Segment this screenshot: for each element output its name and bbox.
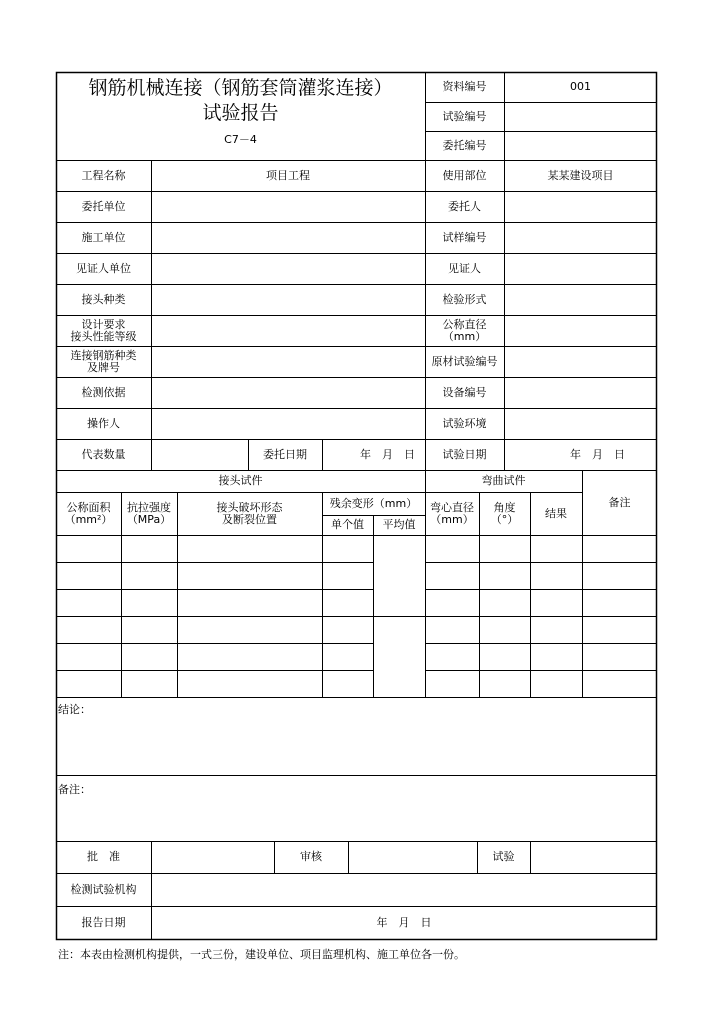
report-date-value[interactable]: 年 月 日 — [376, 915, 432, 929]
test-no-label: 试验编号 — [442, 109, 487, 123]
approve-label: 批 准 — [87, 850, 120, 863]
witness-value[interactable] — [504, 253, 657, 284]
witness-label: 见证人 — [448, 261, 481, 275]
joint-type-value[interactable] — [151, 284, 425, 315]
witness-unit-value[interactable] — [151, 253, 425, 284]
report-title-line2: 试验报告 — [202, 102, 279, 124]
equipment-no-label: 设备编号 — [442, 385, 487, 399]
use-location-label: 使用部位 — [442, 168, 487, 182]
bend-specimen-header: 弯曲试件 — [481, 474, 526, 487]
form-code: C7－4 — [224, 133, 257, 146]
equipment-no-value[interactable] — [504, 377, 657, 408]
joint-specimen-header: 接头试件 — [218, 474, 263, 487]
rebar-type-value[interactable] — [151, 346, 425, 377]
construction-unit-value[interactable] — [151, 222, 425, 253]
report-date-label: 报告日期 — [81, 915, 126, 929]
test-signature-field[interactable] — [530, 841, 657, 873]
remarks-label: 备注： — [58, 783, 91, 796]
result-header: 结果 — [545, 506, 567, 520]
approve-signature-field[interactable] — [151, 841, 274, 873]
construction-unit-label: 施工单位 — [81, 230, 126, 244]
client-person-label: 委托人 — [448, 199, 481, 213]
witness-unit-label: 见证人单位 — [76, 261, 131, 275]
test-basis-value[interactable] — [151, 377, 425, 408]
use-location-value[interactable]: 某某建设项目 — [547, 168, 614, 182]
design-grade-label: 设计要求 接头性能等级 — [70, 317, 137, 343]
tensile-strength-header: 抗拉强度 （MPa） — [126, 500, 172, 526]
nominal-diameter-value[interactable] — [504, 315, 657, 346]
sample-no-value[interactable] — [504, 222, 657, 253]
client-person-value[interactable] — [504, 191, 657, 222]
sample-no-label: 试样编号 — [442, 230, 487, 244]
operator-value[interactable] — [151, 408, 425, 439]
footnote: 注：本表由检测机构提供，一式三份，建设单位、项目监理机构、施工单位各一份。 — [58, 948, 465, 961]
test-form-value[interactable] — [504, 284, 657, 315]
remarks-column-header: 备注 — [608, 495, 631, 509]
test-date-value[interactable]: 年 月 日 — [570, 447, 625, 461]
nominal-diameter-label: 公称直径 （mm） — [442, 317, 487, 343]
bend-diameter-header: 弯心直径 （mm） — [430, 500, 474, 526]
review-label: 审核 — [300, 850, 322, 863]
entrust-no-value[interactable] — [504, 131, 657, 160]
operator-label: 操作人 — [87, 416, 120, 430]
raw-test-no-label: 原材试验编号 — [431, 354, 498, 368]
test-env-value[interactable] — [504, 408, 657, 439]
entrust-no-label: 委托编号 — [442, 138, 487, 152]
test-env-label: 试验环境 — [442, 416, 487, 430]
data-no-value[interactable]: 001 — [570, 80, 591, 93]
conclusion-label: 结论： — [58, 703, 91, 716]
test-label: 试验 — [492, 850, 515, 863]
data-no-label: 资料编号 — [442, 80, 487, 93]
residual-deformation-header: 残余变形（mm） — [329, 496, 418, 510]
raw-test-no-value[interactable] — [504, 346, 657, 377]
client-unit-value[interactable] — [151, 191, 425, 222]
report-title-line1: 钢筋机械连接（钢筋套筒灌浆连接） — [88, 77, 393, 99]
project-name-label: 工程名称 — [81, 168, 126, 182]
test-no-value[interactable] — [504, 102, 657, 131]
project-name-value[interactable]: 项目工程 — [266, 168, 310, 182]
entrust-date-label: 委托日期 — [263, 447, 307, 461]
single-value-header: 单个值 — [331, 518, 364, 531]
test-date-label: 试验日期 — [442, 447, 487, 461]
test-org-label: 检测试验机构 — [70, 882, 137, 896]
joint-type-label: 接头种类 — [81, 292, 126, 306]
test-basis-label: 检测依据 — [81, 385, 126, 399]
rep-qty-label: 代表数量 — [81, 447, 126, 461]
client-unit-label: 委托单位 — [81, 199, 126, 213]
review-signature-field[interactable] — [348, 841, 477, 873]
test-form-label: 检验形式 — [442, 292, 487, 306]
nominal-area-header: 公称面积 （mm²） — [64, 500, 113, 526]
design-grade-value[interactable] — [151, 315, 425, 346]
entrust-date-value[interactable]: 年 月 日 — [360, 447, 415, 461]
test-org-value[interactable] — [151, 873, 657, 906]
angle-header: 角度 （°） — [490, 500, 519, 526]
rep-qty-value[interactable] — [151, 439, 248, 470]
average-value-header: 平均值 — [382, 518, 416, 531]
rebar-type-label: 连接钢筋种类 及牌号 — [70, 348, 137, 374]
failure-mode-header: 接头破坏形态 及断裂位置 — [216, 500, 283, 526]
